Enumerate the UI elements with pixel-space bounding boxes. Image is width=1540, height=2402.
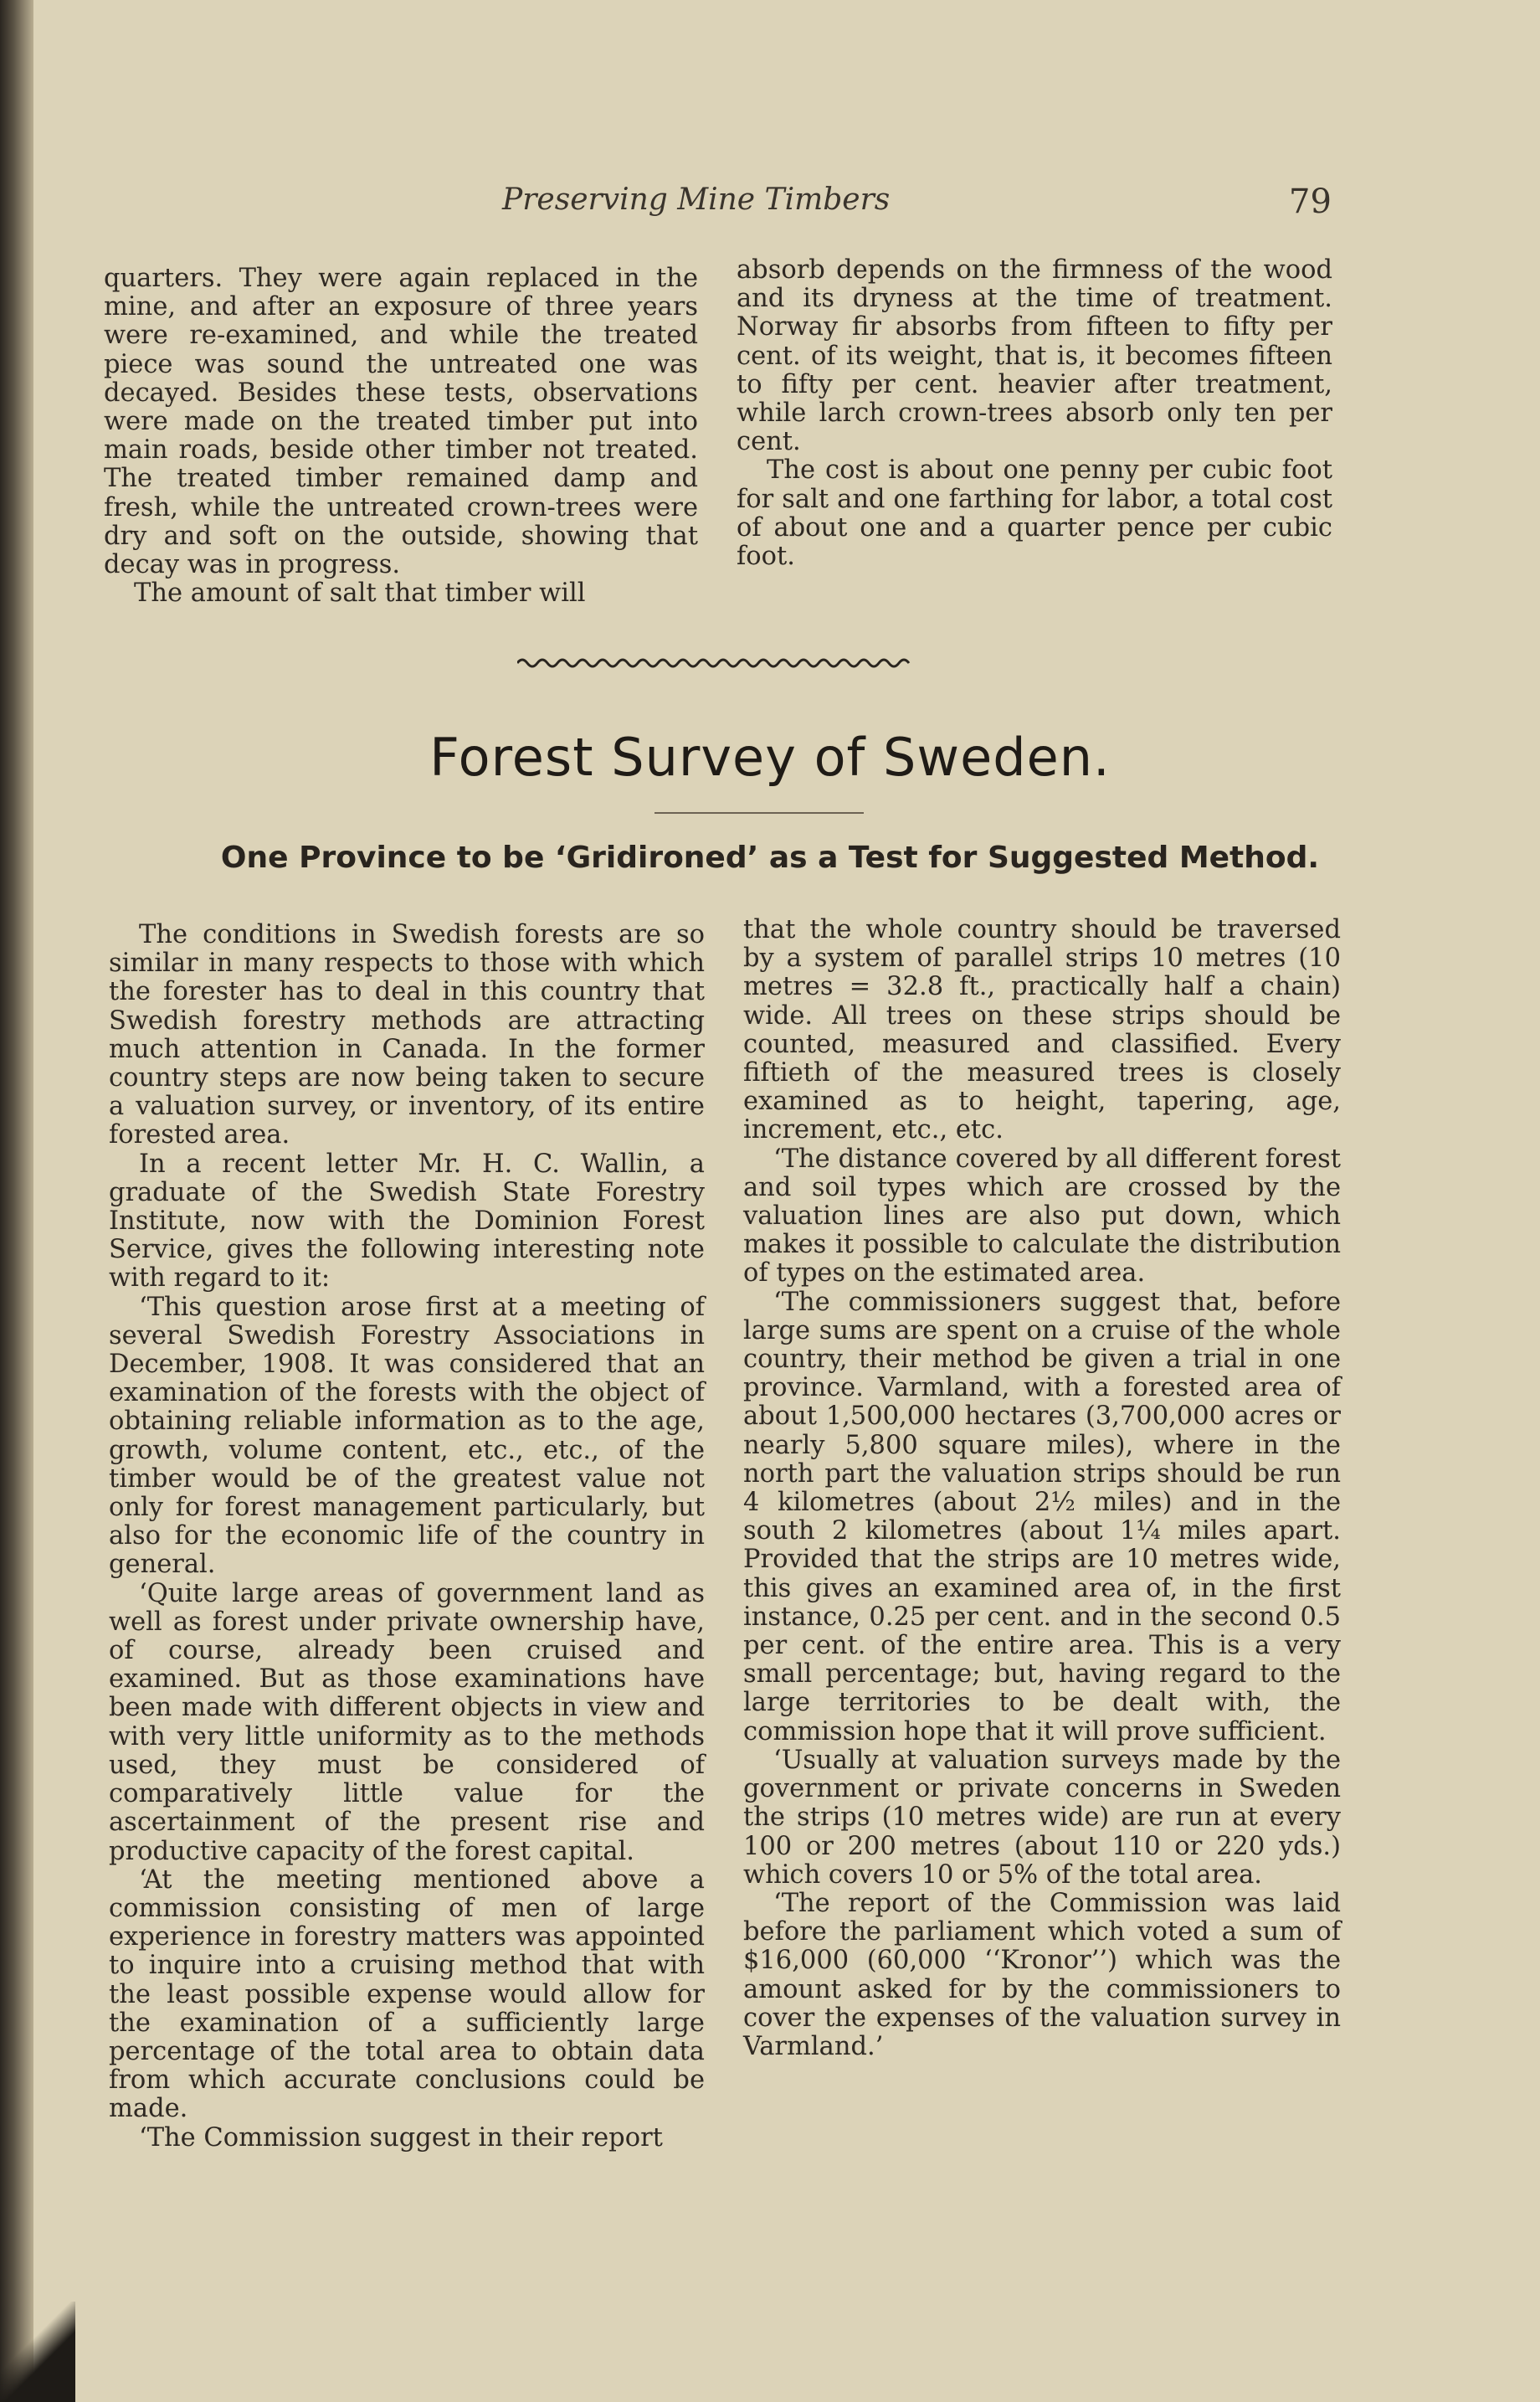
paragraph: that the whole country should be traversed by a system of parallel strips 10 metres (10 metres = 32.8 ft., practically half a chain) wide. All trees on these strips should be counted, measured and classified. Every fiftieth of the measured trees is closely examined as to height, tapering, age, increment, etc., etc. [743,915,1341,1145]
page-number: 79 [1289,183,1332,221]
page-corner-shadow [0,2302,75,2402]
paragraph: ‘The Commission suggest in their report [139,2122,663,2153]
article-right-column [743,916,1341,2061]
paragraph: The conditions in Swedish forests are so similar in many respects to those with which the forester has to deal in this country that Swedish forestry methods are attracting much attention in Canada. In the former country steps are now being taken to secure a valuation survey, or inventory, of its entire forested area. [109,920,705,1150]
paragraph: ‘The report of the Commission was laid before the parliament which voted a sum of $16,000 (60,000 ‘‘Kronor’’) which was the amount asked for by the commissioners to cover the expenses of the valuation survey in Varmland.’ [743,1888,1341,2061]
wavy-divider-ornament [517,651,916,675]
paragraph: ‘At the meeting mentioned above a commission consisting of men of large experience in forestry matters was appointed to inquire into a cruising method that with the least possible expense would allow for the examination of a sufficiently large percentage of the total area to obtain data from which accurate conclusions could be made. [109,1865,705,2124]
article-left-column [109,921,705,2153]
paragraph: ‘This question arose first at a meeting of several Swedish Forestry Associations in December, 1908. It was considered that an examination of the forests with the object of obtaining reliable information as to the age, growth, volume content, etc., etc., of the timber would be of the greatest value not only for forest management particularly, but also for the economic life of the country in general. [109,1292,705,1580]
running-head: Preserving Mine Timbers [502,183,891,217]
page-binding-shadow [0,0,33,2402]
paragraph: absorb depends on the firmness of the wood and its dryness at the time of treatment. Norway fir absorbs from fifteen to fifty per cent. of its weight, that is, it becomes fifteen to fifty per cent. heavier after treatment, while larch crown-trees absorb only ten per cent. [737,255,1332,457]
previous-article-right-column [737,256,1332,571]
paragraph: ‘The distance covered by all different forest and soil types which are crossed by the valuation lines are also put down, which makes it possible to calculate the distribution of types on the estimated area. [743,1144,1341,1288]
paragraph: ‘Quite large areas of government land as well as forest under private ownership have, of course, already been cruised and examined. But as those examinations have been made with different objects in view and with very little uniformity as to the methods used, they must be considered of comparatively little value for the ascertainment of the present rise and productive capacity of the forest capital. [109,1578,705,1866]
paragraph: ‘The commissioners suggest that, before large sums are spent on a cruise of the whole country, their method be given a trial in one province. Varmland, with a forested area of about 1,500,000 hectares (3,700,000 acres or nearly 5,800 square miles), where in the north part the valuation strips should be run 4 kilometres (about 2½ miles) and in the south 2 kilometres (about 1¼ miles apart. Provided that the strips are 10 metres wide, this gives an examined area of, in the first instance, 0.25 per cent. and in the second 0.5 per cent. of the entire area. This is a very small percentage; but, having regard to the large territories to be dealt with, the commission hope that it will prove sufficient. [743,1287,1341,1746]
article-title: Forest Survey of Sweden. [429,727,1111,788]
paragraph: The amount of salt that timber will [134,579,586,609]
title-divider [654,812,864,814]
previous-article-left-column [104,265,698,608]
paragraph: In a recent letter Mr. H. C. Wallin, a graduate of the Swedish State Forestry Institute, now with the Dominion Forest Service, gives the following interesting note with regard to it: [109,1149,705,1294]
paragraph: The cost is about one penny per cubic foot for salt and one farthing for labor, a total cost of about one and a quarter pence per cubic foot. [737,455,1332,572]
paragraph: quarters. They were again replaced in the mine, and after an exposure of three years were re-examined, and while the treated piece was sound the untreated one was decayed. Besides these tests, observations were made on the treated timber put into main roads, beside other timber not treated. The treated timber remained damp and fresh, while the untreated crown-trees were dry and soft on the outside, showing that decay was in progress. [104,264,698,580]
article-subtitle: One Province to be ‘Gridironed’ as a Test for Suggested Method. [220,841,1320,875]
paragraph: ‘Usually at valuation surveys made by the government or private concerns in Sweden the strips (10 metres wide) are run at every 100 or 200 metres (about 110 or 220 yds.) which covers 10 or 5% of the total area. [743,1745,1341,1890]
